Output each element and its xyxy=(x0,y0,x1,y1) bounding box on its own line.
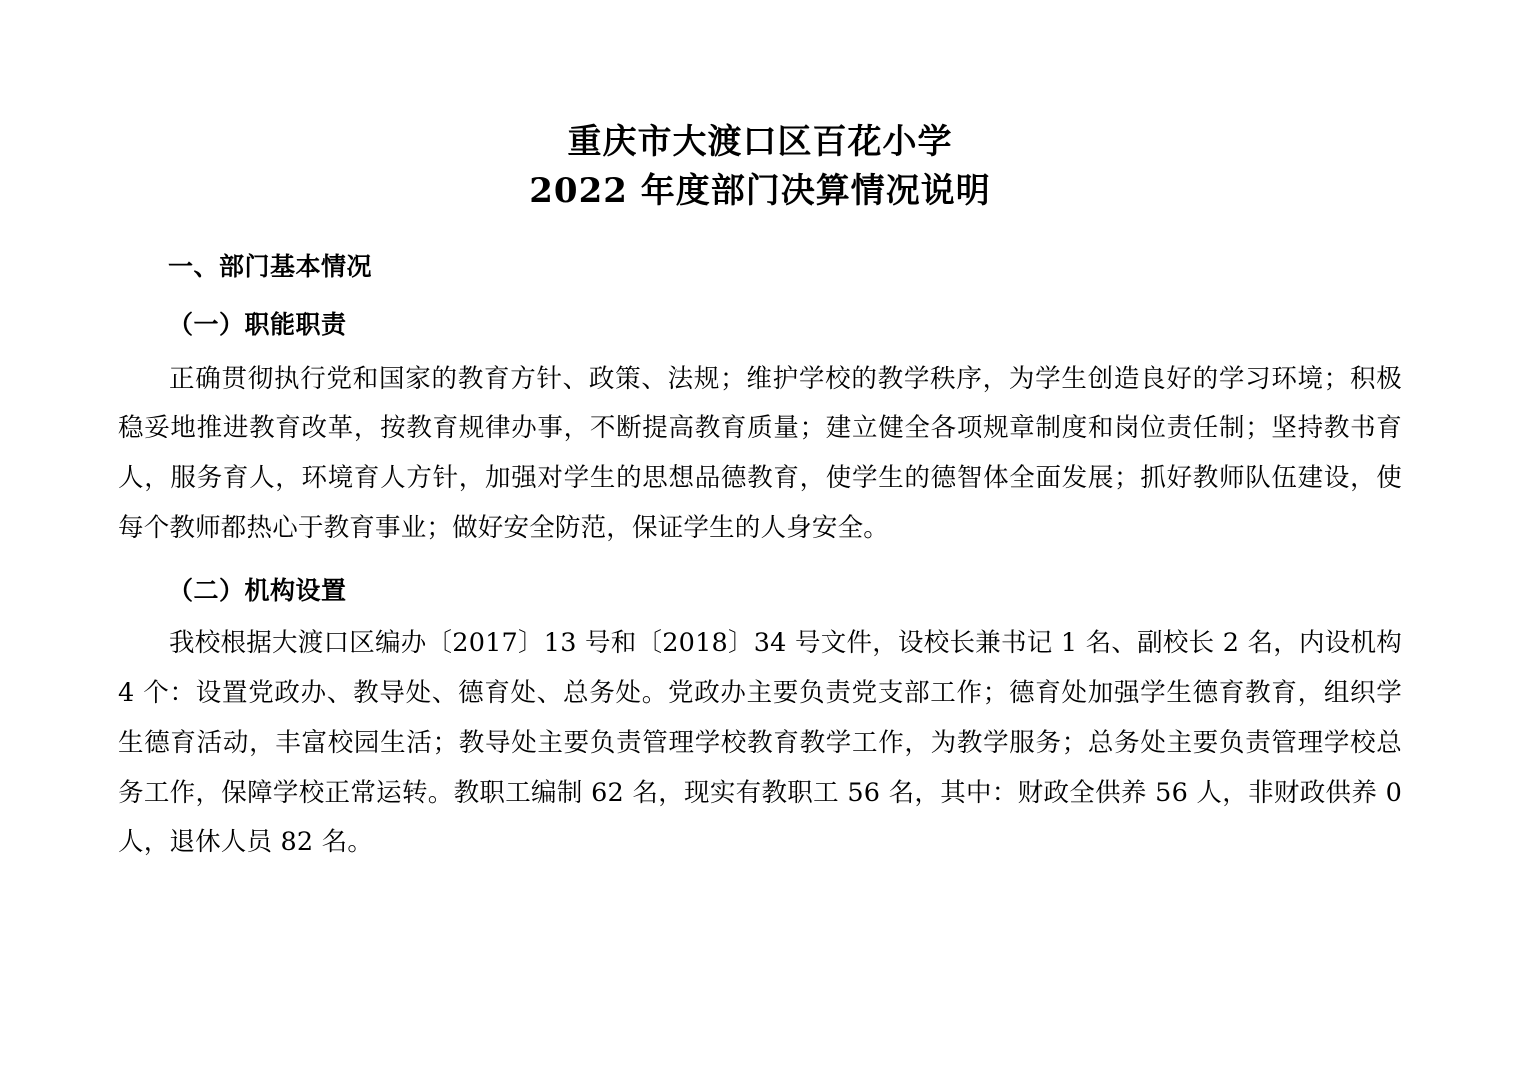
paragraph-duties: 正确贯彻执行党和国家的教育方针、政策、法规；维护学校的教学秩序，为学生创造良好的学习环境；积极稳妥地推进教育改革，按教育规律办事，不断提高教育质量；建立健全各项规章制度和岗位责任制；坚持教书育人，服务育人，环境育人方针，加强对学生的思想品德教育，使学生的德智体全面发展；抓好教师队伍建设，使每个教师都热心于教育事业；做好安全防范，保证学生的人身安全。 xyxy=(118,363,1402,543)
title-line-1: 重庆市大渡口区百花小学 xyxy=(567,122,953,162)
subsection-heading-organization: （二）机构设置 xyxy=(168,576,347,606)
section-heading-basic-info: 一、部门基本情况 xyxy=(168,251,373,281)
paragraph-organization: 我校根据大渡口区编办〔2017〕13 号和〔2018〕34 号文件，设校长兼书记 1 名、副校长 2 名，内设机构 4 个：设置党政办、教导处、德育处、总务处。党政办主要负责党支部工作；德育处加强学生德育教育，组织学生德育活动，丰富校园生活；教导处主要负责管理学校教育教学工作，为教学服务；总务处主要负责管理学校总务工作，保障学校正常运转。教职工编制 62 名，现实有教职工 56 名，其中：财政全供养 56 人，非财政供养 0 人，退休人员 82 名。 xyxy=(118,628,1402,858)
page-title xyxy=(118,0,1402,217)
title-line-2: 2022 年度部门决算情况说明 xyxy=(529,171,991,212)
subsection-heading-duties: （一）职能职责 xyxy=(168,309,347,339)
